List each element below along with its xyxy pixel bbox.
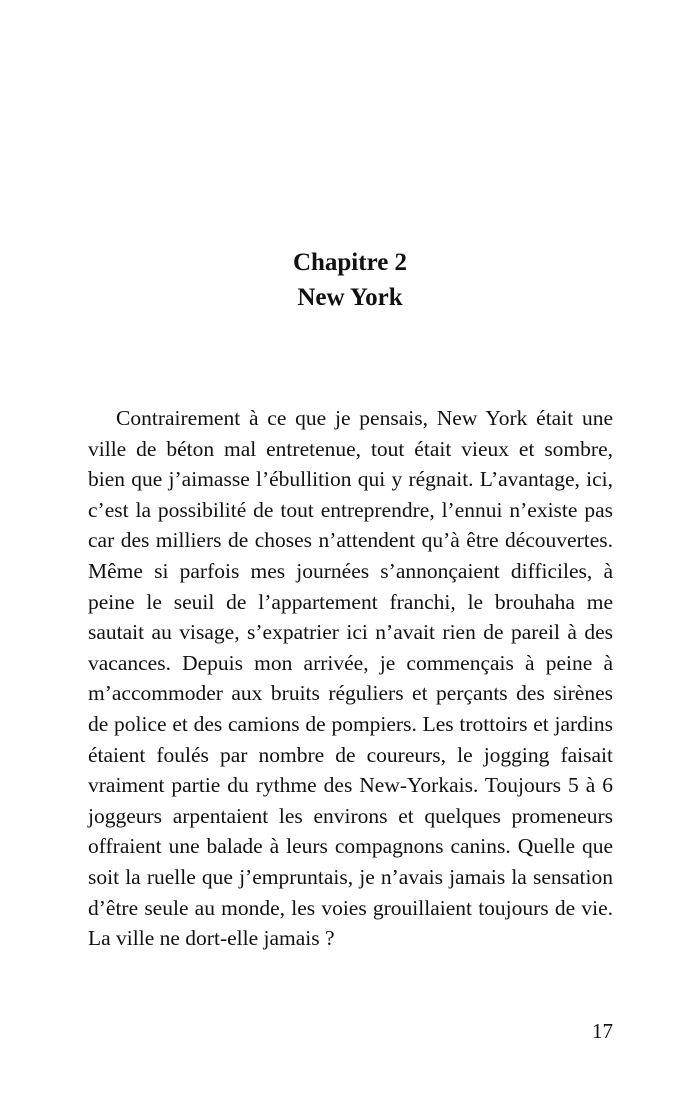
chapter-body — [88, 403, 613, 954]
chapter-title: New York — [297, 284, 403, 311]
chapter-heading — [0, 245, 700, 315]
body-paragraph: Contrairement à ce que je pensais, New York était une ville de béton mal entretenue, tout était vieux et sombre, bien que j’aimasse l’ébullition qui y régnait. L’avantage, ici, c’est la possibilité de tout entreprendre, l’ennui n’existe pas car des milliers de choses n’attendent qu’à être découvertes. Même si parfois mes journées s’annonçaient difficiles, à peine le seuil de l’appartement franchi, le brouhaha me sautait au visage, s’expatrier ici n’avait rien de pareil à des vacances. Depuis mon arrivée, je commençais à peine à m’accommoder aux bruits réguliers et perçants des sirènes de police et des camions de pompiers. Les trottoirs et jardins étaient foulés par nombre de coureurs, le jogging faisait vraiment partie du rythme des New-Yorkais. Toujours 5 à 6 joggeurs arpentaient les environs et quelques promeneurs offraient une balade à leurs compagnons canins. Quelle que soit la ruelle que j’empruntais, je n’avais jamais la sensation d’être seule au monde, les voies grouillaient toujours de vie. La ville ne dort-elle jamais ? — [88, 406, 613, 951]
chapter-number: Chapitre 2 — [292, 249, 408, 276]
page-number: 17 — [592, 1019, 613, 1043]
